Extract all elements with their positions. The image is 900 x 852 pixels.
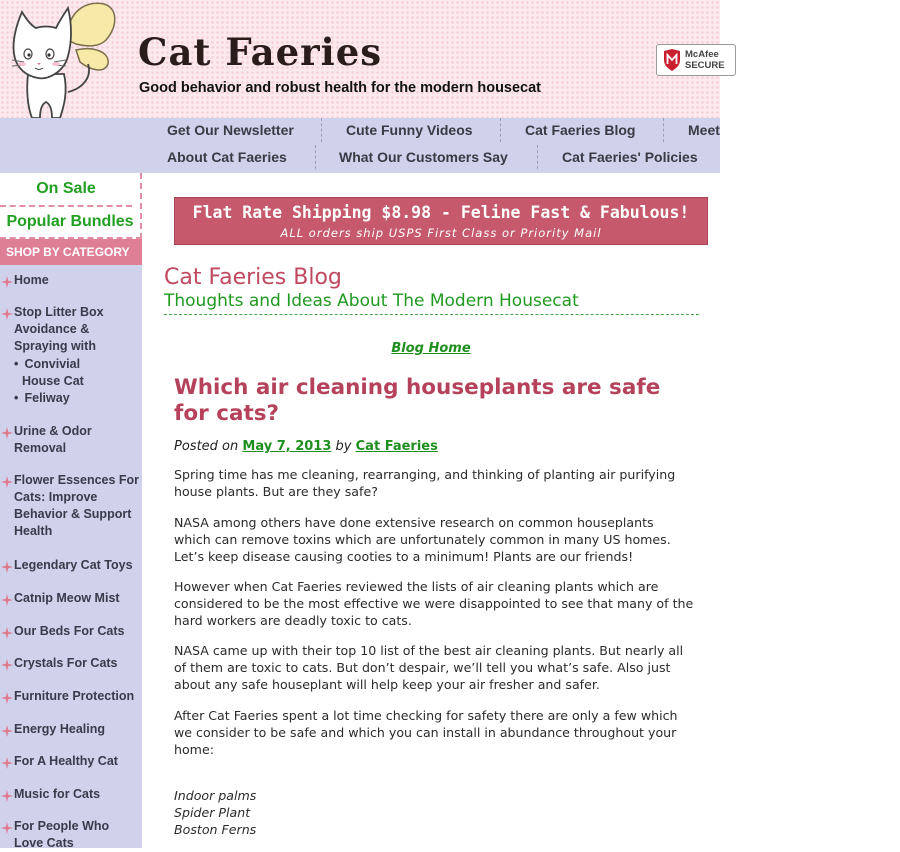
post-author-link[interactable]: Cat Faeries bbox=[355, 439, 438, 454]
sidebar-item-crystals[interactable] bbox=[0, 655, 142, 672]
mcafee-line1: McAfee bbox=[685, 49, 719, 60]
star-bullet-icon bbox=[1, 822, 13, 834]
post-paragraph: NASA among others have done extensive research on common houseplants which can remove toxins which are unfortunately common in many US homes. Let’s keep disease causing cooties to a minimum! Plants are our friends! bbox=[174, 515, 671, 564]
sidebar-subitem-label: Feliway bbox=[24, 391, 70, 405]
sidebar-item-label: Legendary Cat Toys bbox=[14, 558, 133, 572]
sidebar-item-furniture-protection[interactable] bbox=[0, 688, 142, 705]
post-meta bbox=[174, 439, 438, 454]
mcafee-line2: SECURE bbox=[685, 60, 725, 71]
main-content bbox=[142, 173, 720, 848]
star-bullet-icon bbox=[1, 757, 13, 769]
star-bullet-icon bbox=[1, 692, 13, 704]
star-bullet-icon bbox=[1, 308, 13, 320]
nav-divider bbox=[500, 118, 501, 142]
post-paragraph: NASA came up with their top 10 list of the best air cleaning plants. But nearly all of them are toxic to cats. But don’t despair, we’ll tell you what’s safe. Also just about any safe houseplant will help keep your air fresher and safer. bbox=[174, 643, 684, 692]
sidebar-item-label: Crystals For Cats bbox=[14, 656, 118, 670]
mcafee-shield-icon bbox=[663, 49, 681, 71]
nav-divider bbox=[537, 145, 538, 169]
cat-fairy-logo-icon[interactable] bbox=[6, 0, 138, 122]
site-header bbox=[0, 0, 725, 118]
star-bullet-icon bbox=[1, 594, 13, 606]
star-bullet-icon bbox=[1, 790, 13, 802]
sidebar-item-label: Home bbox=[14, 273, 49, 287]
plant-list-item: Spider Plant bbox=[174, 805, 251, 820]
shipping-banner[interactable] bbox=[174, 197, 708, 245]
mcafee-secure-badge[interactable] bbox=[656, 44, 736, 76]
sidebar-item-label: Music for Cats bbox=[14, 787, 101, 801]
star-bullet-icon bbox=[1, 725, 13, 737]
star-bullet-icon bbox=[1, 276, 13, 288]
sidebar bbox=[0, 173, 142, 848]
nav-cat-faeries-blog[interactable]: Cat Faeries Blog bbox=[525, 122, 636, 138]
by-label: by bbox=[335, 439, 352, 454]
post-paragraph: However when Cat Faeries reviewed the lists of air cleaning plants which are considered to be the most effective we were disappointed to see that many of the hard workers are deadly toxic to cats. bbox=[174, 579, 694, 628]
sidebar-item-label: For People Who Love Cats bbox=[14, 819, 110, 850]
site-title[interactable]: Cat Faeries bbox=[138, 30, 383, 74]
posted-on-label: Posted on bbox=[174, 439, 239, 454]
top-navigation bbox=[0, 118, 720, 173]
promo-box bbox=[0, 173, 142, 239]
sidebar-item-urine-odor[interactable] bbox=[0, 423, 116, 457]
star-bullet-icon bbox=[1, 561, 13, 573]
plant-list-item: Indoor palms bbox=[174, 788, 257, 803]
sidebar-item-catnip-meow-mist[interactable] bbox=[0, 590, 142, 607]
sidebar-item-beds-for-cats[interactable] bbox=[0, 623, 142, 640]
popular-bundles-link[interactable]: Popular Bundles bbox=[6, 213, 134, 230]
blog-title: Cat Faeries Blog bbox=[164, 265, 342, 290]
nav-row-1 bbox=[0, 118, 900, 145]
mcafee-text bbox=[685, 49, 725, 71]
post-title: Which air cleaning houseplants are safe for cats? bbox=[174, 375, 661, 426]
nav-cute-funny-videos[interactable]: Cute Funny Videos bbox=[346, 122, 473, 138]
sidebar-item-label: Catnip Meow Mist bbox=[14, 591, 120, 605]
sidebar-item-stop-litter-box[interactable] bbox=[0, 304, 118, 355]
star-bullet-icon bbox=[1, 627, 13, 639]
sidebar-item-home[interactable] bbox=[0, 272, 142, 289]
sidebar-subitem-label: Convivial bbox=[24, 357, 81, 371]
on-sale-link[interactable]: On Sale bbox=[0, 173, 132, 207]
post-date-link[interactable]: May 7, 2013 bbox=[242, 439, 332, 454]
nav-get-newsletter[interactable]: Get Our Newsletter bbox=[167, 122, 294, 138]
star-bullet-icon bbox=[1, 427, 13, 439]
blog-divider bbox=[164, 314, 699, 315]
post-paragraph: Spring time has me cleaning, rearranging, and thinking of planting air purifying house plants. But are they safe? bbox=[174, 467, 676, 499]
sidebar-item-label: Flower Essences For Cats: Improve Behavior & Support Health bbox=[14, 473, 140, 538]
sidebar-subitem-feliway[interactable] bbox=[0, 390, 142, 407]
nav-what-customers-say[interactable]: What Our Customers Say bbox=[339, 149, 508, 165]
nav-policies[interactable]: Cat Faeries' Policies bbox=[562, 149, 698, 165]
sidebar-item-people-who-love-cats[interactable] bbox=[0, 818, 118, 852]
sidebar-item-healthy-cat[interactable] bbox=[0, 753, 142, 770]
sidebar-subitem-label: House Cat bbox=[22, 374, 84, 388]
sidebar-item-label: Energy Healing bbox=[14, 722, 105, 736]
nav-divider bbox=[315, 145, 316, 169]
sidebar-item-music-for-cats[interactable] bbox=[0, 786, 142, 803]
sidebar-item-energy-healing[interactable] bbox=[0, 721, 142, 738]
sidebar-item-legendary-toys[interactable] bbox=[0, 557, 142, 574]
blog-home-link[interactable]: Blog Home bbox=[391, 341, 471, 356]
star-bullet-icon bbox=[1, 659, 13, 671]
bullet-icon: • bbox=[14, 391, 19, 405]
blog-subtitle: Thoughts and Ideas About The Modern Housecat bbox=[164, 291, 579, 311]
shop-by-category-header: SHOP BY CATEGORY bbox=[0, 239, 142, 265]
plant-list-item: Boston Ferns bbox=[174, 822, 257, 837]
post-paragraph: After Cat Faeries spent a lot time checking for safety there are only a few which we consider to be safe and which you can install in abundance throughout your home: bbox=[174, 708, 678, 757]
bullet-icon: • bbox=[14, 357, 19, 371]
sidebar-item-label: Our Beds For Cats bbox=[14, 624, 125, 638]
site-tagline: Good behavior and robust health for the modern housecat bbox=[139, 80, 542, 96]
sidebar-item-label: Urine & Odor Removal bbox=[14, 424, 92, 455]
shipping-headline: Flat Rate Shipping $8.98 - Feline Fast & Fabulous! bbox=[192, 203, 690, 222]
nav-divider bbox=[321, 118, 322, 142]
nav-about-cat-faeries[interactable]: About Cat Faeries bbox=[167, 149, 287, 165]
sidebar-subitem-convivial[interactable] bbox=[0, 356, 142, 390]
nav-row-2 bbox=[0, 145, 900, 172]
sidebar-item-label: Stop Litter Box Avoidance & Spraying with bbox=[14, 305, 104, 353]
nav-meet[interactable]: Meet bbox=[688, 122, 720, 138]
sidebar-item-label: Furniture Protection bbox=[14, 689, 135, 703]
shipping-subline: ALL orders ship USPS First Class or Priority Mail bbox=[280, 226, 602, 240]
nav-divider bbox=[663, 118, 664, 142]
star-bullet-icon bbox=[1, 476, 13, 488]
sidebar-item-flower-essences[interactable] bbox=[0, 472, 142, 540]
sidebar-item-label: For A Healthy Cat bbox=[14, 754, 118, 768]
